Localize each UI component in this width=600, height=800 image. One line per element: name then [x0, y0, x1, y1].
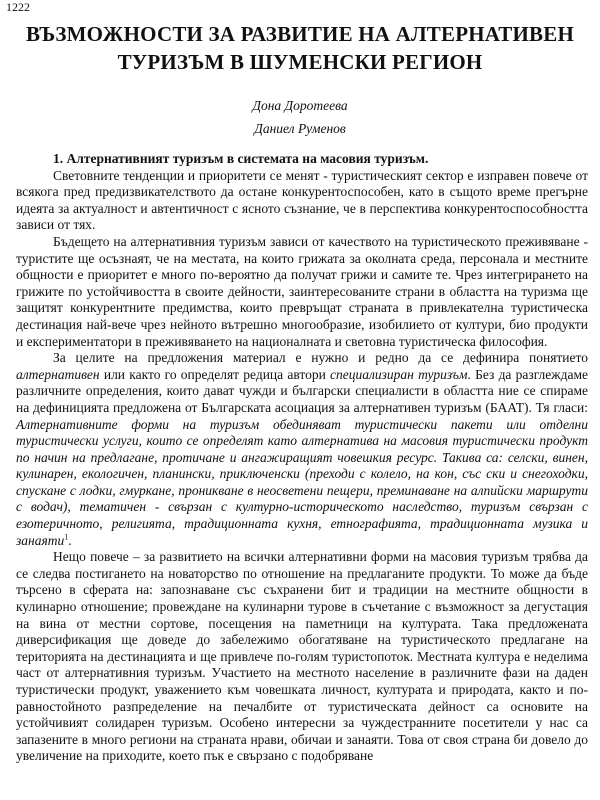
title-line-1: ВЪЗМОЖНОСТИ ЗА РАЗВИТИЕ НА АЛТЕРНАТИВЕН: [26, 22, 574, 46]
paragraph: Бъдещето на алтернативния туризъм зависи от качеството на туристическото преживяване - туристите ще осъзнаят, че на местата, на които грижата за околната среда, персонала и местните общности е приоритет е много по-вероятно да получат грижи и самите те. Чрез интегрирането на грижите по устойчивостта в своите дейности, заинтересованите страни в областта на туризма ще защитят конкурентните предимства, които превръщат страната в привлекателна туристическа дестинация най-вече чрез нейното вътрешно многообразие, изобилието от култури, био продукти и експериментатори в преживяването на националната и световна туристическа философия.: [16, 233, 588, 349]
paragraph: Нещо повече – за развитието на всички алтернативни форми на масовия туризъм трябва да се следва постигането на новаторство по отношение на предлаганите продукти. То може да бъде търсено в сферата на: запознаване със съхранени бит и традиции на местните общности в кулинарно отношение; провеждане на кулинарни турове в съчетание с възможност за дегустация на вина от местни сортове, посещения на паметници на културата. Така предложената диверсификация ще доведе до забележимо обогатяване на туристическото предлагане на територията на дестинацията и ще привлече по-голям туристопоток. Местната култура е неделима част от алтернативния туризъм. Участието на местното население в различните фази на даден туристически продукт, уважението към човешката личност, културата и природата, както и по-равностойното разпределение на печалбите от туристическата дейност са основите на устойчивият солидарен туризъм. Особено интересни за чуждестранните посетители у нас са запазените в много региони на страната нрави, обичаи и занаяти. Това от своя страна би довело до увеличение на приходите, което пък е свързано с подобряване: [16, 549, 588, 764]
author-name: Дона Доротеева: [252, 98, 348, 113]
text-run: . Без да разглеждаме различните определения, които дават чужди и български специалисти в областта ние се спираме на дефиницията предложена от Българската асоциация за алтернативен туризъм (БААТ). Тя гласи:: [16, 366, 589, 415]
italic-term: алтернативен: [16, 366, 100, 382]
italic-term: специализиран туризъм: [330, 366, 468, 382]
author-name: Даниел Руменов: [254, 121, 346, 136]
paragraph: Световните тенденции и приоритети се менят - туристическият сектор е изправен повече от всякога пред предизвикателството да остане конкурентоспособен, като в същото време прегърне идеята за актуалност и автентичност с ясното съзнание, че в перспектива конкурентоспособността зависи от тях.: [16, 167, 588, 233]
section-heading: 1. Алтернативният туризъм в системата на масовия туризъм.: [53, 151, 429, 166]
article-body: [16, 151, 588, 765]
title-line-2: ТУРИЗЪМ В ШУМЕНСКИ РЕГИОН: [117, 50, 483, 74]
text-run: .: [68, 532, 72, 548]
paragraph-definition: [16, 350, 588, 549]
footnote-marker[interactable]: 1: [64, 532, 69, 542]
text-run: За целите на предложения материал е нужно и редно да се дефинира понятието: [53, 350, 588, 366]
page-number: 1222: [6, 0, 30, 14]
text-run: или както го определят редица автори: [103, 366, 326, 382]
author-list: [0, 94, 600, 140]
italic-quote: Алтернативните форми на туризъм обединяват туристически пакети или отделни туристически услуги, които се определят като алтернатива на масовия туристически продукт по начин на предлагане, протичане и ангажиращият човешкия ресурс. Такива са: селски, винен, кулинарен, екологичен, планински, приключенски (преходи с колело, на кон, със ски и снегоходки, спускане с лодки, гмуркане, проникване в неосветени пещери, преминаване на алпийски маршрути с водач), тематичен - свързан с културно-историческото наследство, туризъм свързан с езотеричното, религията, традиционната кухня, етнографията, традиционната музика и занаяти: [16, 416, 588, 548]
paper-title: [0, 20, 600, 76]
